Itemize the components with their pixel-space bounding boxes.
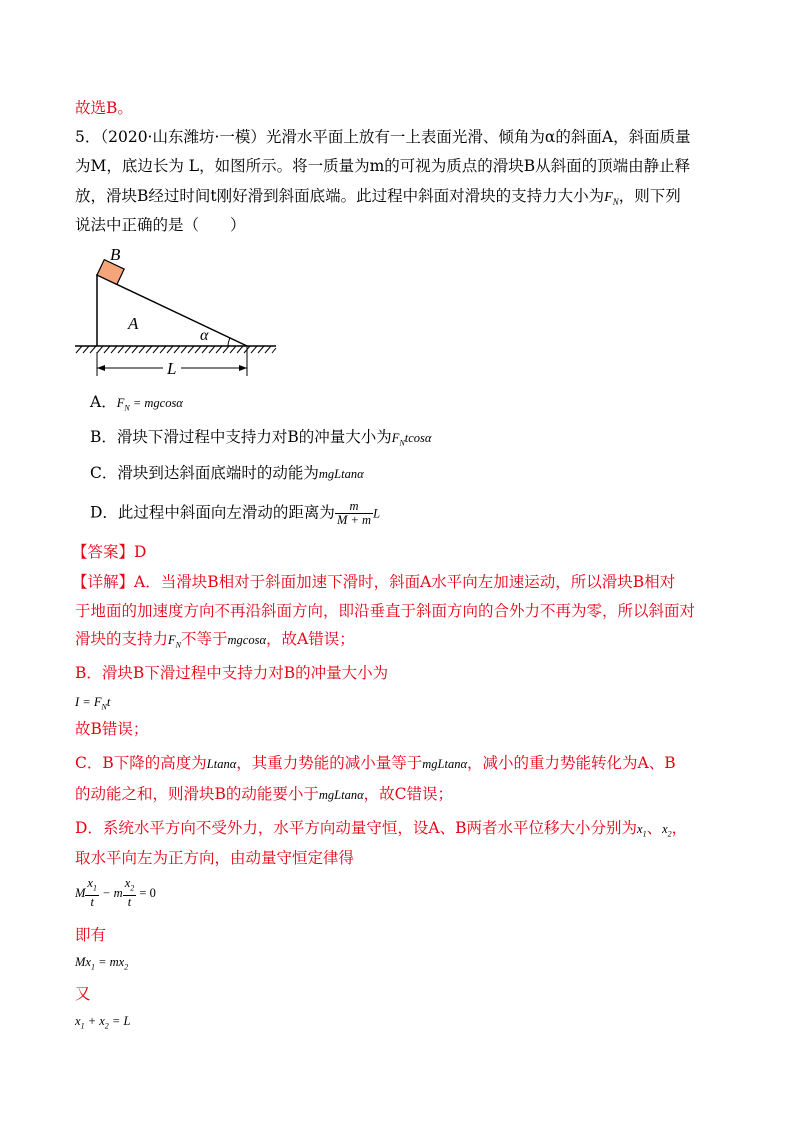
impulse-eq-sub: N <box>101 702 107 712</box>
eq2-sub2: 2 <box>124 962 129 972</box>
detail-line-2: 于地面的加速度方向不再沿斜面方向，即沿垂直于斜面方向的合外力不再为零，所以斜面对 <box>75 602 696 620</box>
detail-3c: 不等于 <box>181 630 228 648</box>
detail-fn-sub: N <box>175 640 181 650</box>
x1-letter: x <box>637 822 643 836</box>
option-d-fraction <box>335 500 373 527</box>
question-line-4: 说法中正确的是（ ） <box>75 216 246 234</box>
impulse-eq <box>75 695 111 712</box>
option-b-formula <box>391 431 432 448</box>
option-d <box>90 500 380 527</box>
question-line-2: 为M，底边长为 L，如图所示。将一质量为m的可视为质点的滑块B从斜面的顶端由静止释 <box>75 157 691 175</box>
equation-3 <box>75 1009 130 1038</box>
previous-answer-line: 故选B。 <box>75 99 133 117</box>
x2-letter: x <box>662 822 668 836</box>
label-l: L <box>167 359 177 378</box>
option-d-tail: L <box>373 506 381 521</box>
detail-d1e: ， <box>671 819 688 837</box>
eq2 <box>75 955 129 972</box>
x1-symbol <box>637 822 647 839</box>
impulse-eq-t: t <box>106 695 111 709</box>
label-alpha: α <box>200 327 209 344</box>
eq1-tail: = 0 <box>136 885 156 900</box>
detail-b-conclusion: 故B错误； <box>75 720 149 738</box>
option-c-formula: mgLtanα <box>318 467 364 481</box>
detail-c1b: Ltanα <box>206 757 237 771</box>
eq1-t2: t <box>127 894 132 909</box>
detail-d-line-1 <box>75 817 687 846</box>
eq1-x2: x <box>124 876 131 890</box>
detail-c-line-2 <box>75 783 453 806</box>
momentum-equation <box>75 877 156 909</box>
question-line-1: 5．（2020·山东潍坊·一模）光滑水平面上放有一上表面光滑、倾角为α的斜面A，斜面质量 <box>75 128 691 146</box>
fn-symbol <box>604 190 619 205</box>
eq1-x1-sub: 1 <box>92 883 97 893</box>
eq3-c: = L <box>108 1014 131 1028</box>
detail-c2a: 的动能之和，则滑块B的动能要小于 <box>75 785 319 803</box>
label-b: B <box>110 245 121 264</box>
detail-fn-letter: F <box>168 633 176 647</box>
eq2-b: = mx <box>94 955 125 969</box>
fn-letter: F <box>604 190 613 205</box>
you-label: 又 <box>75 985 91 1003</box>
eq1-M: M <box>75 885 86 900</box>
eq2-sub1: 1 <box>90 962 95 972</box>
incline-outline <box>97 275 247 346</box>
eq1-frac2-num <box>123 877 137 896</box>
detail-line-1: 【详解】A．当滑块B相对于斜面加速下滑时，斜面A水平向左加速运动，所以滑块B相对 <box>72 573 676 591</box>
detail-c2b: mgLtanα <box>318 788 364 802</box>
dim-arrow-right <box>239 365 247 371</box>
detail-c1c: ，其重力势能的减小量等于 <box>236 754 423 772</box>
question-line-3 <box>75 185 681 213</box>
jiyou-label: 即有 <box>75 926 107 944</box>
option-d-numerator: m <box>335 500 373 514</box>
detail-3a: 滑块的支持力 <box>75 630 169 648</box>
dim-arrow-left <box>97 365 105 371</box>
fn-subscript: N <box>612 196 619 207</box>
ground-hatching <box>76 346 276 353</box>
detail-c-line-1 <box>75 752 676 775</box>
detail-3e: ，故A错误； <box>266 630 355 648</box>
detail-3d: mgcosα <box>227 633 267 647</box>
answer-label: 【答案】D <box>72 543 147 561</box>
option-b <box>90 426 431 455</box>
detail-fn <box>168 633 181 650</box>
eq3-a: x <box>75 1014 81 1028</box>
option-b-f: F <box>391 431 400 445</box>
detail-b-line-1: B．滑块B下滑过程中支持力对B的冲量大小为 <box>75 664 389 682</box>
label-a: A <box>128 314 139 333</box>
x2-symbol <box>662 822 672 839</box>
detail-d1c: 、 <box>646 819 663 837</box>
option-a <box>90 391 183 420</box>
detail-d1a: D．系统水平方向不受外力，水平方向动量守恒，设A、B两者水平位移大小分别为 <box>75 819 638 837</box>
option-d-text: D．此过程中斜面向左滑动的距离为 <box>90 503 335 522</box>
option-a-rest: = mgcosα <box>129 396 183 410</box>
option-a-label: A． <box>90 393 117 411</box>
detail-c1d: mgLtanα <box>422 757 468 771</box>
x1-sub: 1 <box>642 829 647 839</box>
option-b-text: B．滑块下滑过程中支持力对B的冲量大小为 <box>90 428 392 446</box>
question-line-3-text: 放，滑块B经过时间t刚好滑到斜面底端。此过程中斜面对滑块的支持力大小为 <box>75 187 605 205</box>
detail-c2c: ，故C错误； <box>363 785 454 803</box>
option-c <box>90 462 364 485</box>
detail-c1e: ，减小的重力势能转化为A、B <box>467 754 676 772</box>
eq1-m: − m <box>98 885 123 900</box>
question-line-3-tail: ，则下列 <box>618 187 681 205</box>
eq1-frac2 <box>123 877 137 909</box>
eq3-b: + x <box>84 1014 105 1028</box>
x2-sub: 2 <box>667 829 672 839</box>
option-b-sub: N <box>399 438 405 448</box>
option-a-formula <box>116 396 183 413</box>
incline-figure <box>70 242 290 382</box>
eq3 <box>75 1014 131 1031</box>
option-a-sub: N <box>124 403 130 413</box>
equation-2 <box>75 950 128 979</box>
impulse-eq-main: I = F <box>75 695 102 709</box>
eq1-x1: x <box>87 876 93 890</box>
option-a-f: F <box>116 396 125 410</box>
detail-b-equation <box>75 690 110 719</box>
eq1-t1: t <box>90 894 94 909</box>
detail-d-line-2: 取水平向左为正方向，由动量守恒定律得 <box>75 849 355 867</box>
eq3-sub1: 1 <box>80 1021 85 1031</box>
angle-arc <box>228 338 230 346</box>
option-c-text: C．滑块到达斜面底端时的动能为 <box>90 464 319 482</box>
eq1-frac1 <box>85 877 99 909</box>
eq1-frac1-num <box>85 877 99 896</box>
eq3-sub2: 2 <box>104 1021 109 1031</box>
detail-line-3 <box>75 628 355 657</box>
eq1-x2-sub: 2 <box>130 883 135 893</box>
option-b-rest: tcosα <box>404 431 432 445</box>
detail-c1a: C．B下降的高度为 <box>75 754 207 772</box>
option-d-denominator: M + m <box>336 513 372 527</box>
eq2-a: Mx <box>75 955 91 969</box>
